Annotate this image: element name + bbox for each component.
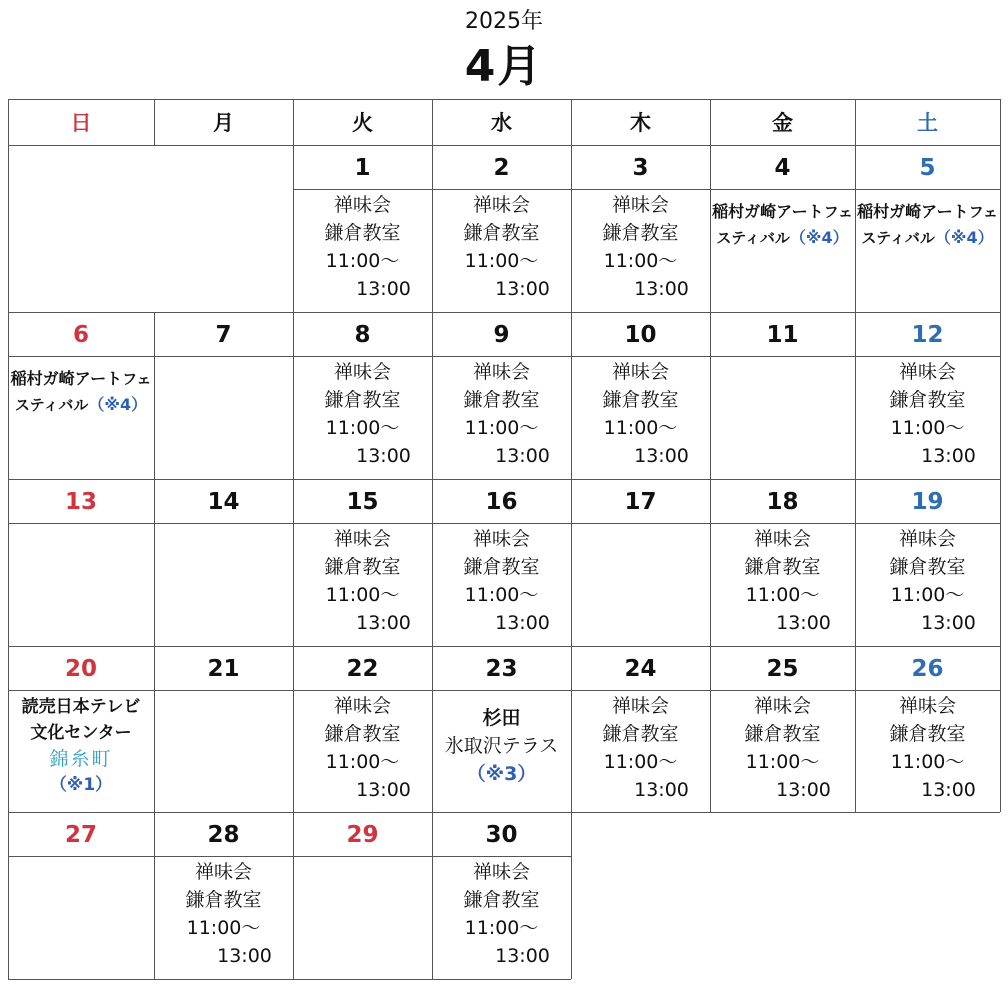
event-place: 鎌倉教室 xyxy=(889,723,966,745)
grid-line xyxy=(8,479,9,646)
day-number: 8 xyxy=(354,322,371,348)
day-number: 25 xyxy=(766,656,799,682)
event-end-time: 13:00 xyxy=(495,445,550,467)
event-zenmikai xyxy=(314,692,411,804)
event-zenmikai xyxy=(453,858,550,970)
event-start-time: 11:00〜 xyxy=(745,584,820,606)
grid-line xyxy=(1000,145,1001,312)
grid-line xyxy=(154,812,155,979)
grid-line xyxy=(293,145,294,312)
day-number: 29 xyxy=(346,822,379,848)
grid-line xyxy=(293,812,294,979)
day-cell xyxy=(710,312,855,479)
event-name: 禅味会 xyxy=(333,361,391,383)
day-number: 14 xyxy=(207,489,240,515)
grid-line xyxy=(8,356,1000,357)
weekday-sat: 土 xyxy=(917,111,938,135)
day-cell xyxy=(571,646,710,812)
event-zenmikai xyxy=(734,692,831,804)
event-start-time: 11:00〜 xyxy=(464,250,539,272)
event-name: 禅味会 xyxy=(611,194,669,216)
event-venue: 錦糸町 xyxy=(49,748,113,770)
event-zenmikai xyxy=(879,358,976,470)
event-start-time: 11:00〜 xyxy=(464,917,539,939)
event-festival xyxy=(8,366,154,418)
day-number: 12 xyxy=(911,322,944,348)
event-place: 鎌倉教室 xyxy=(185,889,262,911)
day-cell xyxy=(432,145,571,312)
day-cell xyxy=(571,145,710,312)
day-cell xyxy=(154,646,293,812)
grid-line xyxy=(8,646,1000,647)
day-number: 6 xyxy=(72,322,89,348)
event-festival xyxy=(855,199,1000,251)
event-place: 鎌倉教室 xyxy=(324,222,401,244)
event-end-time: 13:00 xyxy=(921,445,976,467)
grid-line xyxy=(571,312,572,479)
weekday-mon: 月 xyxy=(213,111,234,135)
day-number: 1 xyxy=(354,155,371,181)
grid-line xyxy=(293,646,294,812)
event-name: 禅味会 xyxy=(898,528,956,550)
grid-line xyxy=(855,145,856,312)
grid-line xyxy=(8,312,9,479)
event-start-time: 11:00〜 xyxy=(603,417,678,439)
event-start-time: 11:00〜 xyxy=(325,417,400,439)
event-end-time: 13:00 xyxy=(634,278,689,300)
event-end-time: 13:00 xyxy=(495,278,550,300)
grid-line xyxy=(1000,312,1001,479)
day-cell xyxy=(855,646,1000,812)
day-cell xyxy=(710,646,855,812)
event-note: （※4） xyxy=(88,395,148,414)
event-name: 禅味会 xyxy=(753,528,811,550)
day-cell xyxy=(293,479,432,646)
grid-line xyxy=(293,312,294,479)
day-cell xyxy=(571,479,710,646)
event-end-time: 13:00 xyxy=(776,612,831,634)
grid-line xyxy=(8,479,1000,480)
day-number: 11 xyxy=(766,322,799,348)
weekday-thu: 木 xyxy=(630,111,651,135)
event-name: 禅味会 xyxy=(898,695,956,717)
event-place: 鎌倉教室 xyxy=(602,222,679,244)
event-place: 鎌倉教室 xyxy=(463,389,540,411)
grid-line xyxy=(8,979,571,980)
event-name: 禅味会 xyxy=(472,194,530,216)
grid-line xyxy=(1000,479,1001,646)
day-cell xyxy=(432,479,571,646)
event-place: 氷取沢テラス xyxy=(444,735,559,757)
grid-line xyxy=(8,523,1000,524)
grid-line xyxy=(8,99,9,145)
event-zenmikai xyxy=(592,692,689,804)
event-place: 鎌倉教室 xyxy=(744,556,821,578)
day-number: 7 xyxy=(215,322,232,348)
grid-line xyxy=(432,646,433,812)
grid-line xyxy=(8,812,1000,813)
event-end-time: 13:00 xyxy=(356,445,411,467)
day-cell xyxy=(710,145,855,312)
event-name: 禅味会 xyxy=(194,861,252,883)
day-number: 26 xyxy=(911,656,944,682)
event-start-time: 11:00〜 xyxy=(890,751,965,773)
event-name: 禅味会 xyxy=(753,695,811,717)
event-place: 鎌倉教室 xyxy=(602,723,679,745)
grid-line xyxy=(432,312,433,479)
grid-line xyxy=(8,812,9,979)
event-end-time: 13:00 xyxy=(495,945,550,967)
grid-line xyxy=(571,145,572,312)
day-number: 10 xyxy=(624,322,657,348)
event-name: 読売日本テレビ xyxy=(21,697,141,717)
day-cell xyxy=(710,479,855,646)
event-zenmikai xyxy=(314,191,411,303)
event-end-time: 13:00 xyxy=(356,612,411,634)
grid-line xyxy=(1000,99,1001,145)
event-yomiuri xyxy=(22,694,141,798)
event-name: 禅味会 xyxy=(472,528,530,550)
event-name-2: フェスティバル xyxy=(716,203,853,247)
day-number: 3 xyxy=(632,155,649,181)
day-cell xyxy=(855,145,1000,312)
day-number: 30 xyxy=(485,822,518,848)
event-end-time: 13:00 xyxy=(921,612,976,634)
event-sugita xyxy=(445,704,558,788)
day-cell xyxy=(8,646,154,812)
grid-line xyxy=(571,812,572,979)
grid-line xyxy=(8,99,1000,100)
day-number: 21 xyxy=(207,656,240,682)
event-name: 稲村ガ崎アート xyxy=(10,369,123,388)
event-name: 稲村ガ崎アート xyxy=(857,202,969,221)
grid-line xyxy=(154,646,155,812)
event-name: 禅味会 xyxy=(611,361,669,383)
event-place: 鎌倉教室 xyxy=(324,389,401,411)
day-number: 18 xyxy=(766,489,799,515)
grid-line xyxy=(154,99,155,145)
day-cell xyxy=(293,812,432,979)
event-zenmikai xyxy=(453,525,550,637)
event-zenmikai xyxy=(453,358,550,470)
grid-line xyxy=(432,479,433,646)
event-end-time: 13:00 xyxy=(356,779,411,801)
day-cell xyxy=(432,646,571,812)
weekday-wed: 水 xyxy=(491,111,512,135)
grid-line xyxy=(432,812,433,979)
day-number: 16 xyxy=(485,489,518,515)
event-start-time: 11:00〜 xyxy=(325,751,400,773)
day-cell xyxy=(855,479,1000,646)
grid-line xyxy=(855,99,856,145)
grid-line xyxy=(855,646,856,812)
event-end-time: 13:00 xyxy=(634,445,689,467)
grid-line xyxy=(293,479,294,646)
day-cell xyxy=(571,312,710,479)
event-place: 鎌倉教室 xyxy=(889,389,966,411)
event-end-time: 13:00 xyxy=(634,779,689,801)
day-number: 28 xyxy=(207,822,240,848)
grid-line xyxy=(154,312,155,479)
event-place: 鎌倉教室 xyxy=(324,723,401,745)
event-name-2: フェスティバル xyxy=(14,370,152,414)
event-start-time: 11:00〜 xyxy=(890,584,965,606)
event-end-time: 13:00 xyxy=(356,278,411,300)
event-zenmikai xyxy=(453,191,550,303)
grid-line xyxy=(8,312,1000,313)
year-label: 2025年 xyxy=(465,9,543,34)
day-cell xyxy=(293,145,432,312)
grid-line xyxy=(855,479,856,646)
event-name: 禅味会 xyxy=(333,528,391,550)
event-name: 稲村ガ崎アート xyxy=(712,202,824,221)
day-cell xyxy=(8,312,154,479)
day-cell xyxy=(8,812,154,979)
event-zenmikai xyxy=(879,692,976,804)
event-zenmikai xyxy=(314,525,411,637)
grid-line xyxy=(710,312,711,479)
day-number: 24 xyxy=(624,656,657,682)
event-name: 禅味会 xyxy=(333,194,391,216)
day-cell xyxy=(293,312,432,479)
event-zenmikai xyxy=(314,358,411,470)
grid-line xyxy=(710,99,711,145)
event-note: （※4） xyxy=(789,228,849,247)
grid-line xyxy=(571,479,572,646)
event-start-time: 11:00〜 xyxy=(464,417,539,439)
event-name: 杉田 xyxy=(482,707,521,729)
day-number: 13 xyxy=(64,489,97,515)
grid-line xyxy=(1000,646,1001,812)
event-name: 禅味会 xyxy=(472,361,530,383)
grid-line xyxy=(154,479,155,646)
day-number: 5 xyxy=(919,155,936,181)
event-name-2: 文化センター xyxy=(30,723,132,743)
event-zenmikai xyxy=(592,358,689,470)
event-start-time: 11:00〜 xyxy=(603,250,678,272)
grid-line xyxy=(710,145,711,312)
weekday-fri: 金 xyxy=(772,111,793,135)
grid-line xyxy=(432,145,433,312)
day-cell xyxy=(154,812,293,979)
event-name: 禅味会 xyxy=(611,695,669,717)
event-place: 鎌倉教室 xyxy=(463,556,540,578)
day-cell xyxy=(855,312,1000,479)
grid-line xyxy=(855,312,856,479)
event-place: 鎌倉教室 xyxy=(744,723,821,745)
event-name: 禅味会 xyxy=(472,861,530,883)
event-end-time: 13:00 xyxy=(776,779,831,801)
grid-line xyxy=(432,99,433,145)
day-number: 22 xyxy=(346,656,379,682)
event-note: （※4） xyxy=(934,228,994,247)
day-number: 19 xyxy=(911,489,944,515)
day-cell xyxy=(293,646,432,812)
event-zenmikai xyxy=(592,191,689,303)
event-start-time: 11:00〜 xyxy=(745,751,820,773)
event-place: 鎌倉教室 xyxy=(463,889,540,911)
event-start-time: 11:00〜 xyxy=(325,250,400,272)
event-place: 鎌倉教室 xyxy=(889,556,966,578)
day-number: 20 xyxy=(64,656,97,682)
event-start-time: 11:00〜 xyxy=(186,917,261,939)
event-name: 禅味会 xyxy=(333,695,391,717)
event-place: 鎌倉教室 xyxy=(602,389,679,411)
event-place: 鎌倉教室 xyxy=(463,222,540,244)
weekday-sun: 日 xyxy=(70,111,92,135)
day-cell xyxy=(432,312,571,479)
grid-line xyxy=(571,99,572,145)
event-note: （※1） xyxy=(49,775,113,795)
event-name: 禅味会 xyxy=(898,361,956,383)
month-title: 4月 xyxy=(464,41,544,92)
grid-line xyxy=(710,646,711,812)
grid-line xyxy=(8,145,1000,146)
event-start-time: 11:00〜 xyxy=(890,417,965,439)
day-number: 2 xyxy=(493,155,510,181)
grid-line xyxy=(8,145,9,312)
event-start-time: 11:00〜 xyxy=(325,584,400,606)
grid-line xyxy=(8,646,9,812)
grid-line xyxy=(293,189,1000,190)
event-place: 鎌倉教室 xyxy=(324,556,401,578)
event-start-time: 11:00〜 xyxy=(603,751,678,773)
event-end-time: 13:00 xyxy=(921,779,976,801)
event-zenmikai xyxy=(734,525,831,637)
day-number: 9 xyxy=(493,322,510,348)
day-cell xyxy=(432,812,571,979)
weekday-tue: 火 xyxy=(352,111,373,135)
event-end-time: 13:00 xyxy=(217,945,272,967)
day-cell xyxy=(154,312,293,479)
day-number: 15 xyxy=(346,489,379,515)
event-note: （※3） xyxy=(466,763,537,785)
event-zenmikai xyxy=(175,858,272,970)
day-number: 27 xyxy=(64,822,97,848)
day-number: 17 xyxy=(624,489,657,515)
grid-line xyxy=(571,646,572,812)
day-cell xyxy=(154,479,293,646)
day-number: 4 xyxy=(774,155,791,181)
event-name-2: フェスティバル xyxy=(861,203,998,247)
day-cell xyxy=(8,479,154,646)
grid-line xyxy=(8,856,571,857)
grid-line xyxy=(710,479,711,646)
grid-line xyxy=(8,690,1000,691)
grid-line xyxy=(293,99,294,145)
event-start-time: 11:00〜 xyxy=(464,584,539,606)
day-number: 23 xyxy=(485,656,518,682)
event-zenmikai xyxy=(879,525,976,637)
event-festival xyxy=(710,199,855,251)
event-end-time: 13:00 xyxy=(495,612,550,634)
